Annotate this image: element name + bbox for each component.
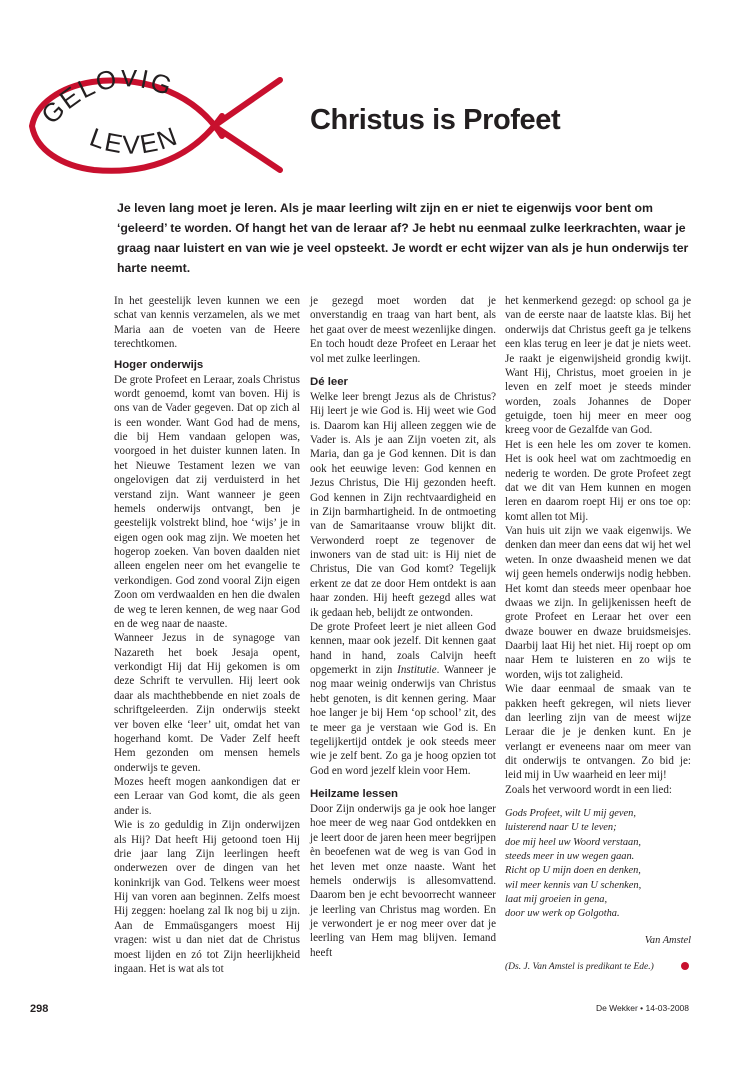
verse-line: Richt op U mijn doen en denken, [505, 865, 641, 877]
paragraph: je gezegd moet worden dat je onverstandig en traag van hart bent, als het gaat over de meest wezenlijke dingen. En toch houdt deze Profeet en Leraar het vol met zulke leerlingen. [310, 295, 496, 365]
column-1 [114, 294, 300, 976]
paragraph: Het is een hele les om zover te komen. Het is ook heel wat om zachtmoedig en nederig te worden. De grote Profeet zegt dat we dit van Hem kunnen en mogen leren en daarom roept Hij er ons toe op: komt allen tot Mij. [505, 438, 691, 523]
column-3 [505, 294, 691, 974]
verse-line: doe mij heel uw Woord verstaan, [505, 836, 642, 848]
column-2 [310, 294, 496, 960]
paragraph: Zoals het verwoord wordt in een lied: [505, 783, 672, 796]
section-heading-de-leer: Dé leer [310, 375, 348, 388]
section-heading-heilzame-lessen: Heilzame lessen [310, 788, 399, 800]
book-title-institutie: Institutie [397, 664, 437, 676]
verse-line: luisterend naar U te leven; [505, 822, 617, 834]
paragraph: Wie is zo geduldig in Zijn onderwijzen als Hij? Dat heeft Hij getoond toen Hij drie jaar lang Zijn leerlingen heeft onderwezen over de dingen van het koninkrijk van God. Telkens weer moest Hij van voren aan beginnen. Zelfs moest Hij zeggen: hoelang zal Ik nog bij u zijn. Aan de Emmaüsgangers moest Hij vragen: wist u dan niet dat de Christus moest lijden en zó tot Zijn heerlijkheid ingaan. Het is wat als tot [114, 819, 300, 975]
logo-text-gelovig: GELOVIG [35, 70, 178, 130]
page-number: 298 [30, 1003, 49, 1015]
paragraph-text: De grote Profeet leert je niet alleen God kennen, maar ook jezelf. Dit kennen gaat hand in hand, zoals Calvijn heeft opgemerkt in zijn [310, 620, 496, 676]
paragraph: het kenmerkend gezegd: op school ga je van de eerste naar de laatste klas. Bij het onderwijs dat Christus geeft ga je telkens een klas terug en leer je dat je niets weet. Je raakt je eigenwijsheid grondig kwijt. Want Hij, Christus, moet groeien in je leven en zelf moet je steeds minder worden, zoals Johannes de Doper getuigde, toen hij meer en meer oog kreeg voor de Gezalfde van God. [505, 295, 691, 437]
paragraph [310, 620, 496, 778]
paragraph: Door Zijn onderwijs ga je ook hoe langer hoe meer de weg naar God ontdekken en je leert door de jaren heen meer begrijpen èn beoefenen wat de weg is van God in het leven met onze naaste. Want het hemels onderwijs is allesomvattend. Daarom ben je echt bevoorrecht wanneer je leerling van Christus mag worden. En je verwondert je er nog meer over dat je leerling van Hem mag blijven. Iemand heeft [310, 803, 496, 959]
paragraph: In het geestelijk leven kunnen we een schat van kennis verzamelen, als we met Maria aan de voeten van de Heere terechtkomen. [114, 295, 300, 351]
verse-line: Gods Profeet, wilt U mij geven, [505, 808, 636, 820]
verse-line: door uw werk op Golgotha. [505, 908, 620, 920]
paragraph: Wie daar eenmaal de smaak van te pakken heeft gekregen, wil niets liever dan leerling zijn van de meest wijze Leraar die je je denken kunt. En je verlangt er eveneens naar om meer van dit onderwijs te ontvangen. Zo bid je: leid mij in Uw waarheid en leer mij! [505, 683, 691, 782]
paragraph: Mozes heeft mogen aankondigen dat er een Leraar van God komt, die als geen ander is. [114, 776, 300, 817]
fish-icon [22, 70, 294, 180]
article-intro: Je leven lang moet je leren. Als je maar leerling wilt zijn en er niet te eigenwijs voor bent om ‘geleerd’ te worden. Of hangt het van de leraar af? Je hebt nu eenmaal zulke leerkrachten, waar je graag naar luistert en van wie je veel opsteekt. Je wordt er echt wijzer van als je hun onderwijs ter harte neemt. [117, 201, 689, 275]
author-note-text: (Ds. J. Van Amstel is predikant te Ede.) [505, 961, 654, 972]
gelovig-leven-logo [22, 70, 294, 180]
paragraph: De grote Profeet en Leraar, zoals Christus wordt genoemd, komt van boven. Hij is ons van de Vader gegeven. Dat op zich al is een wonder. Want God had de mens, die bij Hem vandaan gelopen was, voorgoed in het duister kunnen laten. In het Nieuwe Testament lezen we van ongelovigen dat zij verduisterd in het verstand zijn. Want wanneer je geen hemels onderwijs ontvangt, ben je geestelijk volstrekt blind, hoe ‘wijs’ je in eigen ogen ook mag zijn. We moeten het hogerop zoeken. Van boven daalden niet alleen engelen neer om het evangelie te verkondigen. God zond vooral Zijn eigen Zoon om verdwaalden en hen die dwalen de weg te leren kennen, de weg naar God en de weg naar de naaste. [114, 373, 300, 630]
author-note [505, 960, 691, 974]
article-title: Christus is Profeet [310, 104, 561, 136]
publication-footer: De Wekker • 14-03-2008 [595, 1003, 689, 1013]
paragraph: Welke leer brengt Jezus als de Christus? Hij leert je wie God is. Hij weet wie God is. Daarom kan Hij alleen zeggen wie de Vader is. Als je aan Zijn voeten zit, als Maria, dan ga je God kennen. Dit is dan ook het eeuwige leven: God kennen en Jezus Christus, Die Hij gezonden heeft. God kennen in Zijn rechtvaardigheid en in Zijn barmhartigheid. In de ontmoeting van de Samaritaanse vrouw blijkt dit. Verwonderd roept ze tegenover de inwoners van de stad uit: is Hij niet de Christus, Die van God komt? Tegelijk erkent ze dat ze door Hem ontdekt is aan haar zonden. Hij heeft gezegd alles wat ik gedaan heb, belijdt ze ontwonden. [310, 390, 496, 619]
paragraph: Wanneer Jezus in de synagoge van Nazareth het boek Jesaja opent, verkondigt Hij dat Hij gekomen is om deze Schrift te vervullen. Hij leert ook daar als machthebbende en niet zoals de schriftgeleerden. Zijn onderwijs steekt ver boven elke ‘leer’ uit, omdat het van hogerhand komt. De Vader Zelf heeft Hem gezonden om mensen hemels onderwijs te geven. [114, 632, 300, 774]
song-verse [505, 807, 691, 921]
logo-text-leven: LEVEN [85, 120, 183, 160]
author-signature: Van Amstel [644, 934, 691, 946]
end-mark-dot-icon [681, 962, 689, 970]
verse-line: steeds meer in uw wegen gaan. [505, 851, 635, 863]
section-heading-hoger-onderwijs: Hoger onderwijs [114, 358, 204, 371]
verse-line: wil meer kennis van U schenken, [505, 879, 642, 891]
paragraph-text: . Wanneer je nog maar weinig onderwijs van Christus hebt genoten, is dit kennen gering. Maar hoe langer je bij Hem ‘op school’ zit, des te meer ga je verstaan wie God is. En tegelijkertijd ontdek je ook steeds meer wie je zelf bent. Zo ga je hoog opzien tot God en word jezelf klein voor Hem. [310, 664, 496, 777]
paragraph: Van huis uit zijn we vaak eigenwijs. We denken dan meer dan eens dat wij het wel weten. In onze dwaasheid menen we dat wij geen hemels onderwijs nodig hebben. Het komt dan steeds meer openbaar hoe dwaas we zijn. In gelijkenissen heeft de grote Profeet en Leraar het over een dwaze bouwer en dwaze bruidsmeisjes. Daarbij laat Hij het niet. Hij roept op om naar Hem te luisteren en zo wijs te worden, wijs tot zaligheid. [505, 525, 691, 681]
verse-line: laat mij groeien in gena, [505, 893, 608, 905]
